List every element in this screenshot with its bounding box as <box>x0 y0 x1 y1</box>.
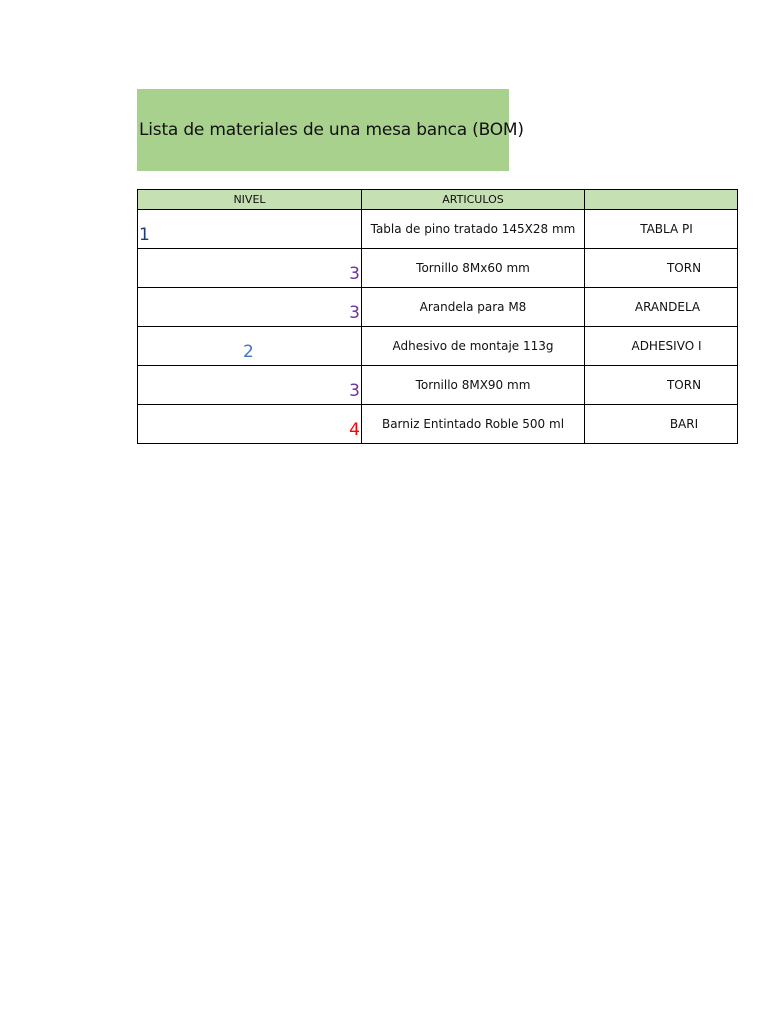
nivel-value: 3 <box>349 303 360 323</box>
descripcion-value: BARI <box>669 417 699 431</box>
articulo-cell[interactable]: Barniz Entintado Roble 500 ml <box>362 405 585 444</box>
descripcion-cell[interactable] <box>585 405 738 444</box>
title-banner <box>137 89 524 171</box>
descripcion-cell[interactable] <box>585 249 738 288</box>
nivel-value: 3 <box>349 264 360 284</box>
table-row <box>138 288 738 327</box>
nivel-cell[interactable] <box>138 366 362 405</box>
descripcion-cell[interactable] <box>585 366 738 405</box>
table-row <box>138 249 738 288</box>
articulo-cell[interactable]: Adhesivo de montaje 113g <box>362 327 585 366</box>
page-title: Lista de materiales de una mesa banca (BOM) <box>139 120 524 140</box>
table-row <box>138 405 738 444</box>
table-row <box>138 366 738 405</box>
nivel-cell[interactable] <box>138 249 362 288</box>
nivel-cell[interactable] <box>138 210 362 249</box>
nivel-value: 4 <box>349 420 360 440</box>
table-row <box>138 210 738 249</box>
table-row <box>138 327 738 366</box>
descripcion-value: ARANDELA <box>634 300 701 314</box>
nivel-value: 2 <box>243 342 254 362</box>
bom-sheet <box>137 189 702 443</box>
bom-table <box>137 189 738 444</box>
nivel-cell[interactable] <box>138 288 362 327</box>
header-third[interactable] <box>585 190 738 210</box>
header-articulos[interactable]: ARTICULOS <box>362 190 585 210</box>
descripcion-value: TABLA PI <box>640 222 693 236</box>
articulo-cell[interactable]: Arandela para M8 <box>362 288 585 327</box>
descripcion-cell[interactable] <box>585 288 738 327</box>
descripcion-value: ADHESIVO I <box>631 339 702 353</box>
articulo-cell[interactable]: Tabla de pino tratado 145X28 mm <box>362 210 585 249</box>
nivel-cell[interactable] <box>138 327 362 366</box>
nivel-value: 3 <box>349 381 360 401</box>
descripcion-cell[interactable] <box>585 210 738 249</box>
descripcion-value: TORN <box>666 378 702 392</box>
articulo-cell[interactable]: Tornillo 8MX90 mm <box>362 366 585 405</box>
articulo-cell[interactable]: Tornillo 8Mx60 mm <box>362 249 585 288</box>
nivel-value: 1 <box>139 225 150 245</box>
table-header-row <box>138 190 738 210</box>
nivel-cell[interactable] <box>138 405 362 444</box>
header-nivel[interactable]: NIVEL <box>138 190 362 210</box>
descripcion-value: TORN <box>666 261 702 275</box>
descripcion-cell[interactable] <box>585 327 738 366</box>
